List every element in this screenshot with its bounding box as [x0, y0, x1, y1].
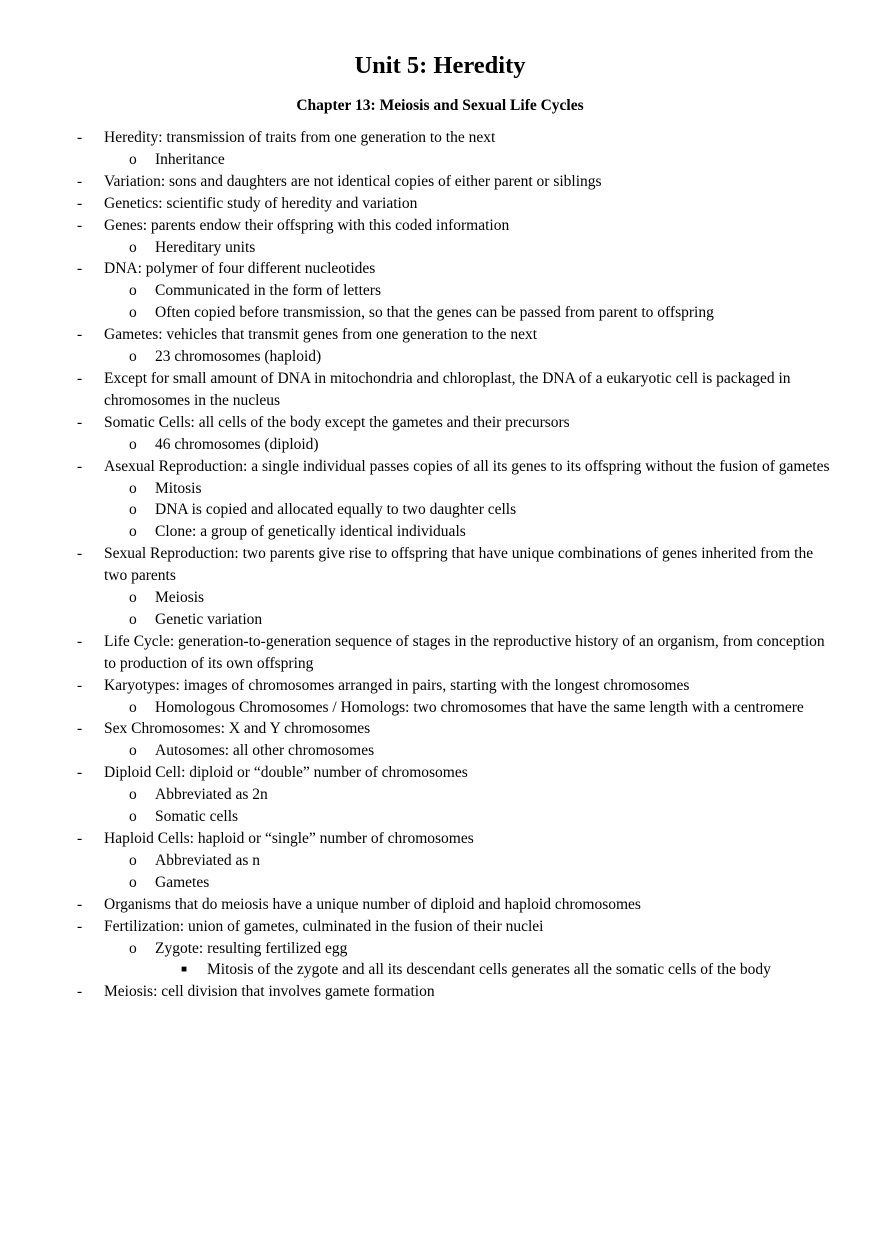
list-item-level-2: [0, 959, 880, 981]
circle-bullet-icon: o: [129, 786, 137, 804]
list-item-level-0: [0, 171, 880, 193]
list-item-level-1: [0, 784, 880, 806]
list-item-level-0: [0, 456, 880, 478]
list-item-level-0: [0, 368, 880, 412]
list-item-text: Hereditary units: [155, 238, 256, 256]
circle-bullet-icon: o: [129, 150, 137, 168]
dash-bullet-icon: -: [77, 216, 83, 234]
dash-bullet-icon: -: [77, 917, 83, 935]
list-item-text: Except for small amount of DNA in mitochondria and chloroplast, the DNA of a eukaryotic cell is packaged in chromosomes in the nucleus: [104, 369, 791, 409]
list-item-text: Life Cycle: generation-to-generation sequence of stages in the reproductive history of an organism, from conception to production of its own offspring: [104, 632, 825, 672]
list-item-level-1: [0, 872, 880, 894]
list-item-level-1: [0, 521, 880, 543]
circle-bullet-icon: o: [129, 851, 137, 869]
dash-bullet-icon: -: [77, 764, 83, 782]
dash-bullet-icon: -: [77, 545, 83, 563]
list-item-level-1: [0, 938, 880, 960]
list-item-level-1: [0, 697, 880, 719]
list-item-level-1: [0, 499, 880, 521]
dash-bullet-icon: -: [77, 369, 83, 387]
list-item-level-1: [0, 806, 880, 828]
square-bullet-icon: ■: [181, 964, 188, 976]
list-item-level-1: [0, 237, 880, 259]
list-item-text: Sex Chromosomes: X and Y chromosomes: [104, 720, 371, 738]
list-item-text: Mitosis: [155, 479, 202, 497]
list-item-text: Karyotypes: images of chromosomes arranged in pairs, starting with the longest chromosomes: [104, 676, 690, 694]
list-item-text: Inheritance: [155, 150, 225, 168]
list-item-text: Often copied before transmission, so that the genes can be passed from parent to offspring: [155, 304, 714, 322]
list-item-text: Mitosis of the zygote and all its descendant cells generates all the somatic cells of the body: [207, 961, 771, 979]
circle-bullet-icon: o: [129, 939, 137, 957]
circle-bullet-icon: o: [129, 589, 137, 607]
list-item-text: Organisms that do meiosis have a unique number of diploid and haploid chromosomes: [104, 895, 641, 913]
circle-bullet-icon: o: [129, 238, 137, 256]
list-item-text: Zygote: resulting fertilized egg: [155, 939, 348, 957]
dash-bullet-icon: -: [77, 260, 83, 278]
list-item-text: Meiosis: cell division that involves gamete formation: [104, 983, 435, 1001]
list-item-text: Heredity: transmission of traits from one generation to the next: [104, 129, 496, 146]
list-item-level-0: [0, 543, 880, 587]
dash-bullet-icon: -: [77, 413, 83, 431]
list-item-level-1: [0, 346, 880, 368]
circle-bullet-icon: o: [129, 698, 137, 716]
list-item-text: Gametes: [155, 873, 210, 891]
list-item-text: Gametes: vehicles that transmit genes from one generation to the next: [104, 326, 538, 344]
list-item-level-0: [0, 193, 880, 215]
list-item-level-0: [0, 412, 880, 434]
list-item-text: DNA: polymer of four different nucleotides: [104, 260, 376, 278]
dash-bullet-icon: -: [77, 326, 83, 344]
list-item-text: Haploid Cells: haploid or “single” number of chromosomes: [104, 830, 474, 847]
list-item-text: 23 chromosomes (haploid): [155, 348, 322, 366]
page-title: Unit 5: Heredity: [354, 52, 526, 79]
list-item-level-1: [0, 149, 880, 171]
list-item-text: Fertilization: union of gametes, culminated in the fusion of their nuclei: [104, 917, 544, 935]
list-item-level-1: [0, 609, 880, 631]
list-item-text: Clone: a group of genetically identical individuals: [155, 523, 466, 541]
list-item-text: Genetics: scientific study of heredity and variation: [104, 194, 418, 212]
list-item-text: Somatic Cells: all cells of the body except the gametes and their precursors: [104, 413, 570, 431]
list-item-level-1: [0, 302, 880, 324]
list-item-text: Diploid Cell: diploid or “double” number of chromosomes: [104, 764, 468, 782]
list-item-text: Homologous Chromosomes / Homologs: two chromosomes that have the same length with a centromere: [155, 698, 804, 716]
dash-bullet-icon: -: [77, 129, 83, 146]
dash-bullet-icon: -: [77, 983, 83, 1001]
dash-bullet-icon: -: [77, 720, 83, 738]
list-item-level-0: [0, 718, 880, 740]
list-item-level-1: [0, 280, 880, 302]
dash-bullet-icon: -: [77, 676, 83, 694]
circle-bullet-icon: o: [129, 808, 137, 826]
circle-bullet-icon: o: [129, 742, 137, 760]
circle-bullet-icon: o: [129, 304, 137, 322]
list-item-level-1: [0, 587, 880, 609]
list-item-text: Communicated in the form of letters: [155, 282, 381, 300]
dash-bullet-icon: -: [77, 830, 83, 847]
circle-bullet-icon: o: [129, 435, 137, 453]
list-item-text: DNA is copied and allocated equally to two daughter cells: [155, 501, 517, 519]
dash-bullet-icon: -: [77, 172, 83, 190]
list-item-text: Genetic variation: [155, 610, 263, 628]
list-item-level-0: [0, 631, 880, 675]
dash-bullet-icon: -: [77, 194, 83, 212]
list-item-text: Asexual Reproduction: a single individual passes copies of all its genes to its offspring without the fusion of gametes: [104, 457, 830, 475]
list-item-level-0: [0, 215, 880, 237]
list-item-level-1: [0, 850, 880, 872]
list-item-level-0: [0, 828, 880, 850]
list-item-text: Sexual Reproduction: two parents give rise to offspring that have unique combinations of genes inherited from the two parents: [104, 545, 814, 585]
chapter-subtitle: Chapter 13: Meiosis and Sexual Life Cycles: [296, 97, 584, 114]
circle-bullet-icon: o: [129, 479, 137, 497]
dash-bullet-icon: -: [77, 632, 83, 650]
list-item-level-0: [0, 258, 880, 280]
list-item-text: Abbreviated as 2n: [155, 786, 268, 804]
circle-bullet-icon: o: [129, 282, 137, 300]
list-item-level-1: [0, 434, 880, 456]
list-item-text: Meiosis: [155, 589, 205, 607]
list-item-level-1: [0, 478, 880, 500]
list-item-level-0: [0, 324, 880, 346]
list-item-text: Abbreviated as n: [155, 851, 261, 869]
list-item-level-0: [0, 916, 880, 938]
list-item-level-0: [0, 981, 880, 1003]
list-item-text: Autosomes: all other chromosomes: [155, 742, 375, 760]
list-item-level-0: [0, 675, 880, 697]
list-item-level-0: [0, 127, 880, 149]
list-item-level-1: [0, 740, 880, 762]
circle-bullet-icon: o: [129, 610, 137, 628]
dash-bullet-icon: -: [77, 457, 83, 475]
list-item-text: 46 chromosomes (diploid): [155, 435, 319, 453]
notes-outline: [0, 127, 880, 1003]
circle-bullet-icon: o: [129, 348, 137, 366]
list-item-text: Genes: parents endow their offspring with this coded information: [104, 216, 510, 234]
list-item-level-0: [0, 762, 880, 784]
circle-bullet-icon: o: [129, 501, 137, 519]
dash-bullet-icon: -: [77, 895, 83, 913]
list-item-text: Variation: sons and daughters are not identical copies of either parent or siblings: [104, 172, 602, 190]
list-item-level-0: [0, 894, 880, 916]
circle-bullet-icon: o: [129, 873, 137, 891]
circle-bullet-icon: o: [129, 523, 137, 541]
list-item-text: Somatic cells: [155, 808, 239, 826]
